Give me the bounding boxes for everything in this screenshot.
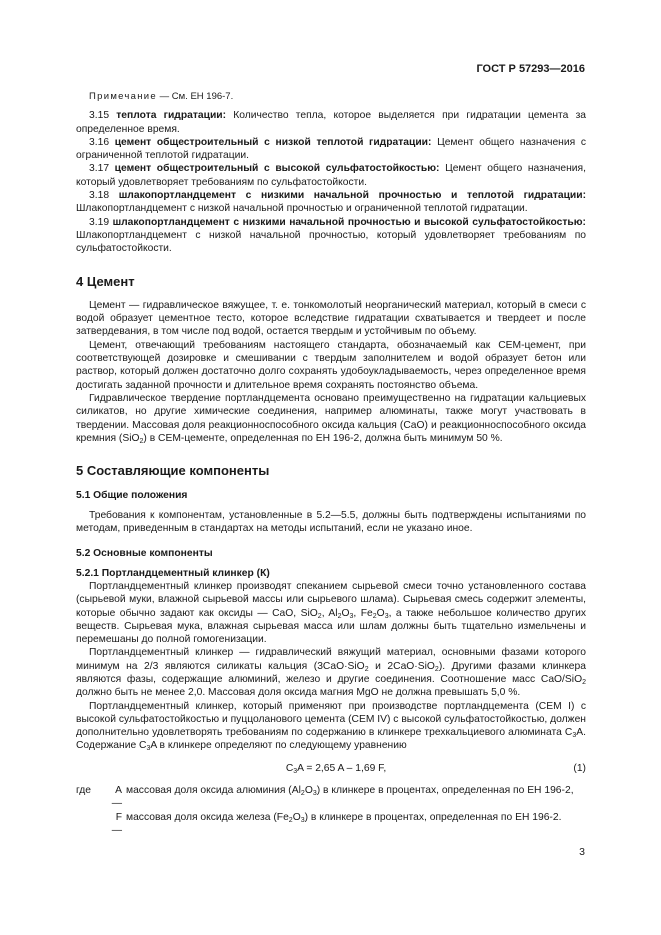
definition-3-19	[76, 216, 586, 256]
text-run: O	[304, 785, 313, 797]
definition-3-16	[76, 136, 586, 163]
def-number: 3.15	[89, 110, 117, 122]
subscript: 3	[384, 612, 389, 620]
text-run: ) в клинкере в процентах, определенная по ЕН 196-2.	[304, 811, 562, 823]
text-run: ). Другими фазами клинкера являются фазы, содержащие алюминий, железо и другие соединения. Соотношение масс CaO/SiO	[76, 660, 586, 685]
section-4-paragraph-3	[76, 392, 586, 445]
page-number: 3	[579, 846, 585, 858]
formula-1	[76, 762, 586, 775]
def-number: 3.16	[89, 136, 115, 148]
subsection-5-1-heading: 5.1 Общие положения	[76, 490, 188, 502]
document-body	[76, 90, 586, 837]
text-run: , а также небольшое количество других веществ. Сырьевая мука, влажная сырьевая масса или шлам должны быть тщательно измельчены и перемешаны до полной гомогенизации.	[76, 607, 587, 646]
text-run: O	[376, 607, 385, 619]
def-text: Шлакопортландцемент с низкой начальной прочностью, который удовлетворяет требованиям по сульфатостойкости.	[76, 229, 586, 255]
section-5-heading: 5 Составляющие компоненты	[76, 463, 270, 479]
subscript: 2	[364, 665, 369, 673]
section-4-paragraph-2: Цемент, отвечающий требованиям настоящего стандарта, обозначаемый как CEM-цемент, при соответствующей дозировке и смешивании с твердым заполнителем и водой образует бетон или раствор, который должен достаточно долго сохранять удобоукладываемость, через определенное время достигать заданной прочности и длительное время сохранять постоянство объема.	[76, 339, 586, 391]
text-run: и 2CaO·SiO	[368, 660, 435, 672]
subscript: 3	[312, 790, 317, 798]
subsection-5-1-paragraph: Требования к компонентам, установленные в 5.2—5.5, должны быть подтверждены испытаниями по методам, приведенным в стандартах на методы испытаний, если не указано иное.	[76, 509, 586, 535]
subscript: 2	[337, 612, 342, 620]
subscript: 3	[293, 767, 298, 775]
subscript: 2	[582, 678, 586, 686]
subscript: 3	[349, 612, 354, 620]
def-term: цемент общестроительный с низкой теплотой гидратации:	[114, 136, 432, 148]
text-run: Портландцементный клинкер, который применяют при производстве портландцемента (CEM I) с высокой сульфатостойкостью и пуццоланового цемента (CEM IV) с высокой сульфатостойкостью, должен дополнительно удовлетворять требованиям по содержанию в клинкере трехкальциевого алюмината C	[76, 700, 586, 739]
def-term: шлакопортландцемент с низкими начальной прочностью и теплотой гидратации:	[118, 190, 587, 202]
text-run: A = 2,65 A – 1,69 F,	[297, 762, 387, 774]
subsection-5-2-heading: 5.2 Основные компоненты	[76, 548, 213, 560]
text-run: ) в клинкере в процентах, определенная по ЕН 196-2,	[316, 785, 574, 797]
def-number: 3.18	[89, 190, 119, 202]
note-text: — См. ЕН 196-7.	[157, 91, 234, 102]
def-term: теплота гидратации:	[116, 110, 227, 122]
legend-where-label: где	[76, 785, 92, 797]
legend-row-f	[76, 811, 586, 838]
subscript: 2	[288, 816, 293, 824]
subscript: 3	[572, 732, 577, 740]
text-run: C	[285, 762, 294, 774]
subscript: 2	[300, 790, 305, 798]
clinker-paragraph-3	[76, 700, 586, 753]
text-run: O	[292, 811, 301, 823]
text-run: Портландцементный клинкер — гидравлический вяжущий материал, основными фазами которого минимум на 2/3 являются силикаты кальция (3CaO·SiO	[76, 647, 586, 672]
def-text: Цемент общего назначения с ограниченной теплотой гидратации.	[76, 136, 586, 162]
clinker-paragraph-2	[76, 646, 586, 699]
text-run: должно быть не менее 2,0. Массовая доля оксида магния MgO не должна превышать 5,0 %.	[76, 687, 521, 699]
text-run: массовая доля оксида алюминия (Al	[126, 785, 301, 797]
def-text: Цемент общего назначения, который удовлетворяет требованиям по сульфатостойкости.	[76, 163, 586, 188]
def-term: шлакопортландцемент с низкими начальной прочностью и высокой сульфатостойкостью:	[112, 216, 586, 228]
legend-row-a	[76, 784, 586, 811]
note	[76, 90, 586, 103]
section-4-paragraph-1: Цемент — гидравлическое вяжущее, т. е. тонкомолотый неорганический материал, который в смеси с водой образует цементное тесто, которое вследствие гидратации схватывается и твердеет и после затвердевания, в том числе под водой, остается твердым и устойчивым по объему.	[76, 299, 586, 338]
section-4-heading: 4 Цемент	[76, 273, 135, 289]
text-run: A в клинкере определяют по следующему уравнению	[150, 740, 407, 752]
text-run: , Al	[321, 607, 338, 619]
text-run: массовая доля оксида железа (Fe	[126, 811, 289, 823]
legend-symbol: A —	[111, 785, 122, 810]
subscript: 2	[372, 612, 377, 620]
legend-description	[126, 784, 586, 811]
text-run: , Fe	[353, 607, 373, 619]
subscript: 3	[146, 745, 151, 753]
note-label: Примечание	[89, 91, 157, 102]
def-term: цемент общестроительный с высокой сульфатостойкостью:	[114, 163, 440, 175]
formula-legend	[76, 784, 586, 837]
def-number: 3.19	[89, 216, 113, 228]
text-run: ) в CEM-цементе, определенная по ЕН 196-2, должна быть минимум 50 %.	[143, 432, 503, 444]
def-text: Шлакопортландцемент с низкой начальной прочностью и ограниченной теплотой гидратации.	[76, 203, 528, 215]
subscript: 2	[317, 612, 322, 620]
clinker-paragraph-1	[76, 580, 586, 646]
legend-symbol: F —	[111, 811, 122, 836]
def-text: Количество тепла, которое выделяется при гидратации цемента за определенное время.	[76, 110, 587, 135]
legend-description	[126, 811, 586, 838]
text-run: A. Содержание C	[76, 727, 586, 752]
definition-3-17	[76, 162, 586, 189]
subsection-5-2-1-heading: 5.2.1 Портландцементный клинкер (К)	[76, 567, 270, 579]
formula-number: (1)	[573, 762, 586, 774]
text-run: O	[341, 607, 350, 619]
def-number: 3.17	[89, 163, 115, 175]
standard-header: ГОСТ Р 57293—2016	[476, 63, 585, 75]
text-run: Портландцементный клинкер производят спеканием сырьевой смеси точно установленного состава (сырьевой муки, влажной сырьевой массы или сырьевого шлама). Сырьевая смесь содержит элементы, которые обычно задают как оксиды — CaO, SiO	[76, 580, 586, 619]
subscript: 2	[434, 665, 439, 673]
definition-3-18	[76, 189, 586, 216]
text-run: Гидравлическое твердение портландцемента основано преимущественно на гидратации кальциевых силикатов, но другие химические соединения, например алюминаты, также могут участвовать в твердении. Массовая доля реакционноспособного оксида кальция (CaO) и реакционноспособного оксида кремния (SiO	[76, 392, 586, 444]
formula-expression	[76, 762, 566, 775]
subscript: 3	[300, 816, 305, 824]
subscript: 2	[139, 437, 144, 445]
definition-3-15	[76, 109, 586, 136]
